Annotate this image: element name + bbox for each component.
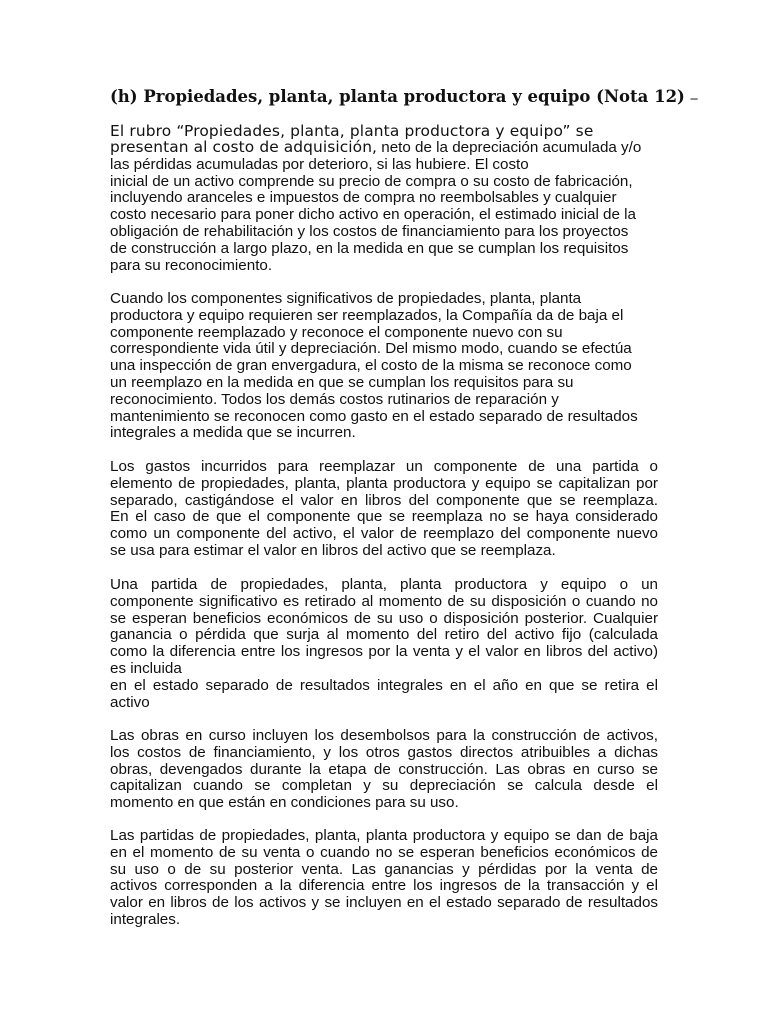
paragraph-line: para su reconocimiento. — [110, 256, 273, 274]
section-heading-dash: – — [690, 91, 698, 106]
paragraph-line: una inspección de gran envergadura, el costo de la misma se reconoce como — [110, 357, 632, 375]
section-heading — [110, 87, 698, 109]
paragraph-line: Las obras en curso incluyen los desembolsos para la construcción de activos, — [110, 727, 658, 744]
paragraph-line: elemento de propiedades, planta, planta productora y equipo se capitalizan por — [110, 474, 658, 492]
paragraph-line: inicial de un activo comprende su precio de compra o su costo de fabricación, — [110, 172, 633, 190]
paragraph-line-part: presentan al costo de adquisición, — [110, 138, 378, 156]
paragraph-line: En el caso de que el componente que se reemplaza no se haya considerado — [110, 508, 658, 526]
paragraph-derecognition — [110, 577, 658, 711]
paragraph-line: Los gastos incurridos para reemplazar un componente de una partida o — [110, 458, 658, 475]
paragraph-line: Cuando los componentes significativos de propiedades, planta, planta — [110, 290, 582, 307]
paragraph-line: las pérdidas acumuladas por deterioro, si las hubiere. El costo — [110, 155, 529, 173]
paragraph-line: como un componente del activo, el valor de reemplazo del componente nuevo — [110, 525, 658, 543]
paragraph-line: en el estado separado de resultados integrales en el año en que se retira el — [110, 676, 658, 694]
paragraph-line: un reemplazo en la medida en que se cumplan los requisitos para su — [110, 373, 574, 391]
paragraph-line: costo necesario para poner dicho activo en operación, el estimado inicial de la — [110, 206, 636, 224]
paragraph-cost-basis — [110, 122, 658, 274]
paragraph-line: obras, devengados durante la etapa de construcción. Las obras en curso se — [110, 760, 658, 778]
paragraph-line: de construcción a largo plazo, en la medida en que se cumplan los requisitos — [110, 239, 629, 257]
paragraph-line: integrales. — [110, 910, 181, 928]
paragraph-line: incluyendo aranceles e impuestos de compra no reembolsables y cualquier — [110, 189, 617, 207]
paragraph-line: se esperan beneficios económicos de su uso o disposición posterior. Cualquier — [110, 609, 658, 627]
paragraph-line-part: neto de la depreciación acumulada y/o — [377, 139, 642, 156]
paragraph-line: integrales a medida que se incurren. — [110, 424, 356, 442]
paragraph-line: los costos de financiamiento, y los otros gastos directos atribuibles a dichas — [110, 743, 658, 761]
paragraph-component-replacement — [110, 291, 658, 442]
paragraph-disposal — [110, 828, 658, 929]
paragraph-work-in-progress — [110, 728, 658, 812]
paragraph-line: El rubro “Propiedades, planta, planta productora y equipo” se — [110, 122, 594, 140]
paragraph-line: se usa para estimar el valor en libros del activo que se reemplaza. — [110, 541, 556, 559]
paragraph-line: mantenimiento se reconocen como gasto en el estado separado de resultados — [110, 407, 638, 425]
section-heading-title: (h) Propiedades, planta, planta productora y equipo (Nota 12) — [110, 87, 685, 106]
paragraph-line: es incluida — [110, 659, 182, 677]
paragraph-line: momento en que están en condiciones para su uso. — [110, 794, 459, 812]
paragraph-line: correspondiente vida útil y depreciación. Del mismo modo, cuando se efectúa — [110, 340, 632, 358]
paragraph-line: en el momento de su venta o cuando no se esperan beneficios económicos de — [110, 843, 658, 861]
paragraph-line: reconocimiento. Todos los demás costos rutinarios de reparación y — [110, 390, 559, 408]
paragraph-line: ganancia o pérdida que surja al momento del retiro del activo fijo (calculada — [110, 626, 658, 644]
paragraph-line: Una partida de propiedades, planta, planta productora y equipo o un — [110, 576, 658, 593]
paragraph-line: como la diferencia entre los ingresos por la venta y el valor en libros del activo) — [110, 643, 658, 661]
paragraph-line: componente reemplazado y reconoce el componente nuevo con su — [110, 323, 563, 341]
paragraph-line: activos corresponden a la diferencia entre los ingresos de la transacción y el — [110, 877, 658, 895]
paragraph-capitalized-costs — [110, 459, 658, 560]
paragraph-line: activo — [110, 693, 150, 711]
paragraph-line: su uso o de su posterior venta. Las ganancias y pérdidas por la venta de — [110, 860, 658, 878]
paragraph-line: componente significativo es retirado al momento de su disposición o cuando no — [110, 592, 658, 610]
paragraph-line: obligación de rehabilitación y los costos de financiamiento para los proyectos — [110, 222, 629, 240]
paragraph-line: capitalizan cuando se completan y su depreciación se calcula desde el — [110, 777, 658, 795]
paragraph-line: separado, castigándose el valor en libros del componente que se reemplaza. — [110, 491, 658, 509]
paragraph-line: valor en libros de los activos y se incluyen en el estado separado de resultados — [110, 894, 658, 912]
paragraph-line: productora y equipo requieren ser reemplazados, la Compañía da de baja el — [110, 306, 624, 324]
paragraph-line: Las partidas de propiedades, planta, planta productora y equipo se dan de baja — [110, 827, 658, 844]
paragraph-line — [110, 139, 658, 157]
